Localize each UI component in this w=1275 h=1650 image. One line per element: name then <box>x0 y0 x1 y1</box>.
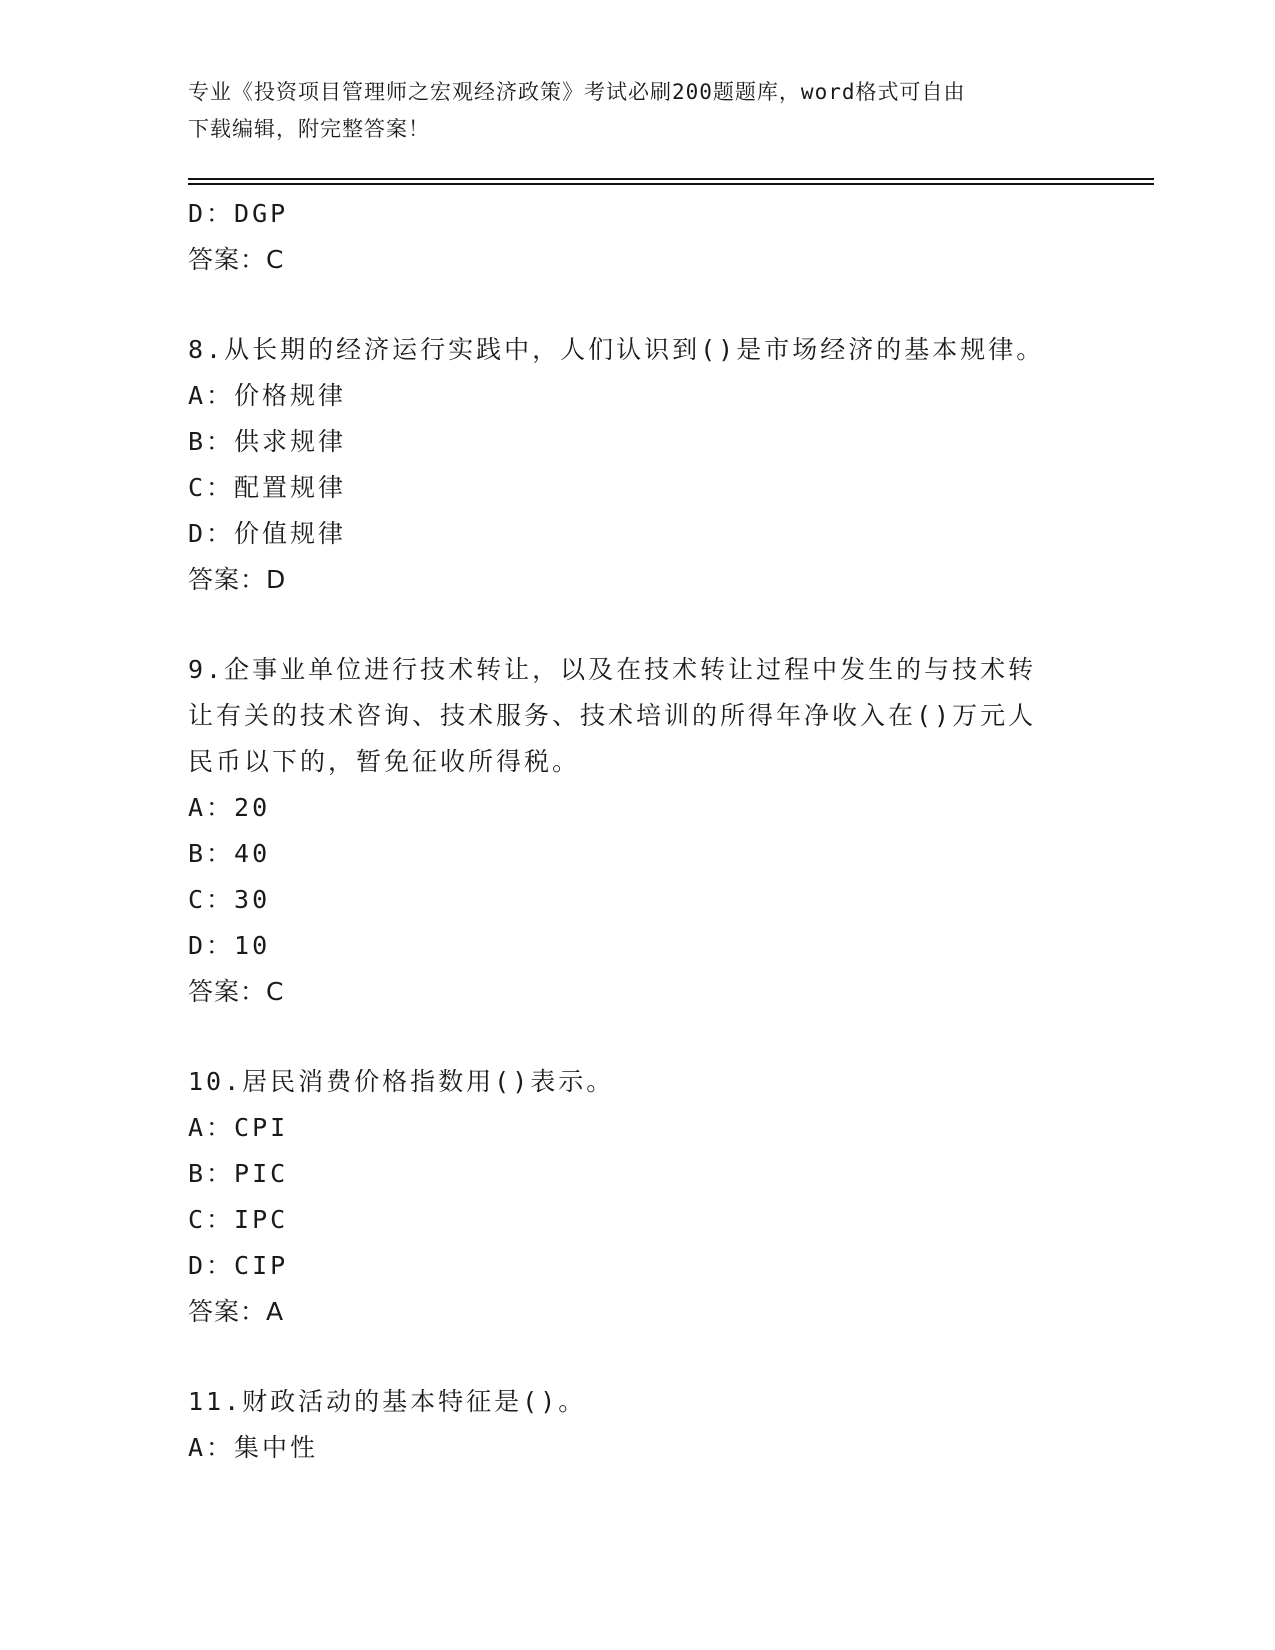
question-list <box>188 191 1088 1471</box>
answer: 答案：C <box>188 245 285 274</box>
question-stem-line-1: 9.企事业单位进行技术转让，以及在技术转让过程中发生的与技术转 <box>188 655 1037 684</box>
option-a: A：价格规律 <box>188 381 347 410</box>
intro-line-2: 下载编辑，附完整答案！ <box>188 117 430 141</box>
option-b: B：PIC <box>188 1159 289 1188</box>
option-b: B：40 <box>188 839 271 868</box>
question-8 <box>188 327 1088 603</box>
question-7-tail <box>188 191 1088 283</box>
option-d: D：10 <box>188 931 271 960</box>
document-header <box>188 74 1088 148</box>
option-a: A：20 <box>188 793 271 822</box>
question-stem: 11.财政活动的基本特征是()。 <box>188 1387 587 1416</box>
question-stem-line-2: 让有关的技术咨询、技术服务、技术培训的所得年净收入在()万元人 <box>188 701 1037 730</box>
option-d: D：CIP <box>188 1251 289 1280</box>
intro-line-1: 专业《投资项目管理师之宏观经济政策》考试必刷200题题库，word格式可自由 <box>188 80 966 104</box>
question-9 <box>188 647 1088 1015</box>
answer: 答案：D <box>188 565 287 594</box>
option-c: C：IPC <box>188 1205 289 1234</box>
option-d: D：DGP <box>188 199 289 228</box>
question-11 <box>188 1379 1088 1471</box>
header-rule-top <box>188 178 1154 180</box>
option-d: D：价值规律 <box>188 519 347 548</box>
question-stem: 8.从长期的经济运行实践中，人们认识到()是市场经济的基本规律。 <box>188 335 1045 364</box>
option-a: A：集中性 <box>188 1433 319 1462</box>
question-stem: 10.居民消费价格指数用()表示。 <box>188 1067 615 1096</box>
answer: 答案：C <box>188 977 285 1006</box>
option-c: C：30 <box>188 885 271 914</box>
question-stem-line-3: 民币以下的，暂免征收所得税。 <box>188 747 581 776</box>
option-a: A：CPI <box>188 1113 289 1142</box>
answer: 答案：A <box>188 1297 285 1326</box>
question-10 <box>188 1059 1088 1335</box>
option-b: B：供求规律 <box>188 427 347 456</box>
header-rule-bottom <box>188 183 1154 185</box>
option-c: C：配置规律 <box>188 473 347 502</box>
